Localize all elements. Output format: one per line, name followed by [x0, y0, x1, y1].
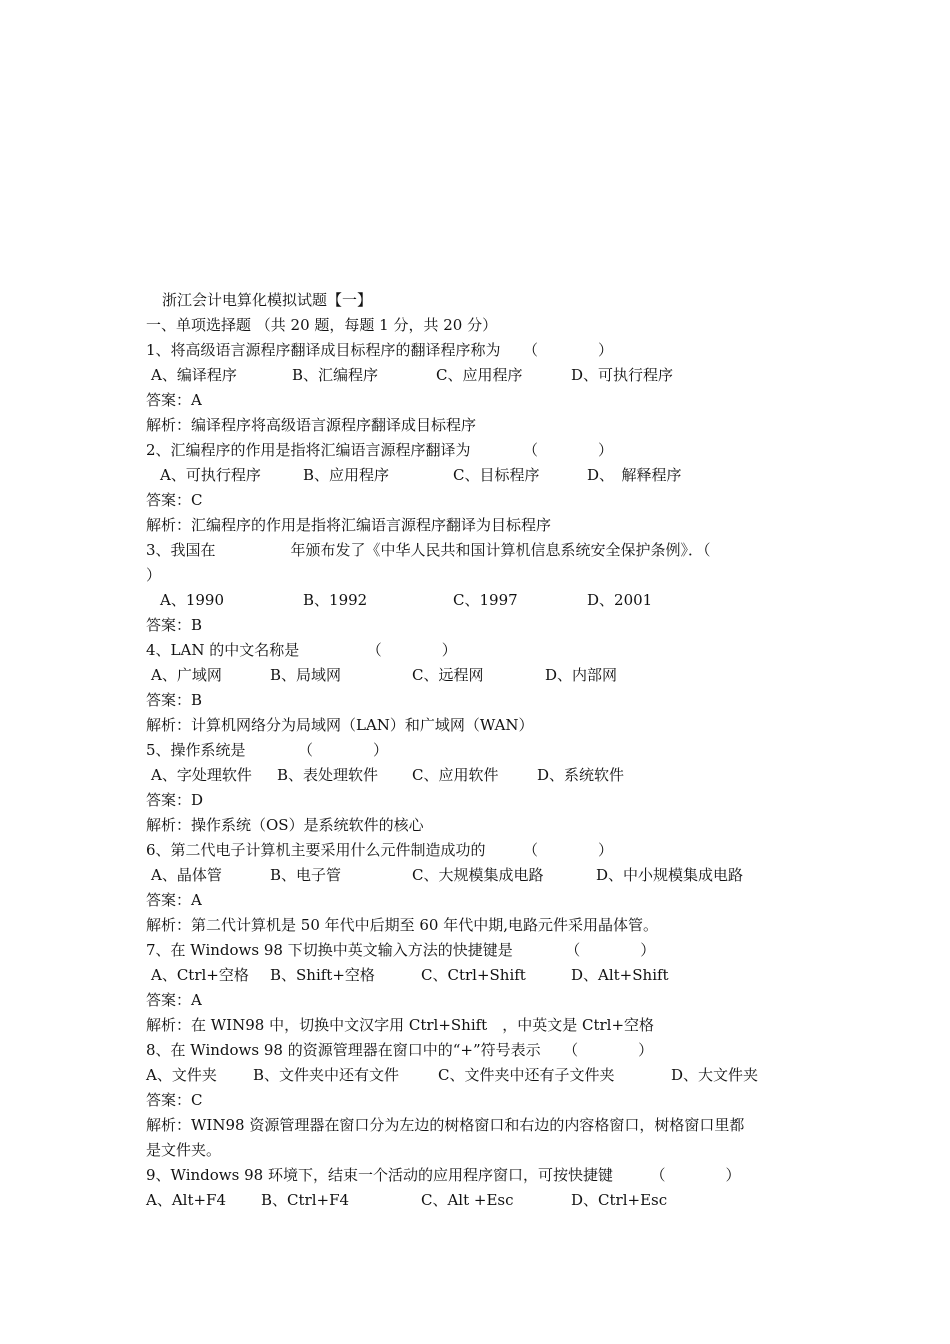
question-8-options — [0, 1065, 950, 1085]
explanation-2: 解析：汇编程序的作用是指将汇编语言源程序翻译为目标程序 — [146, 516, 552, 534]
question-4-options — [0, 665, 950, 685]
option-c: C、1997 — [453, 591, 518, 609]
question-5: 5、操作系统是 （ ） — [146, 741, 389, 759]
option-d: D、内部网 — [545, 666, 618, 684]
option-a: A、字处理软件 — [151, 766, 252, 784]
answer-6: 答案：A — [146, 891, 202, 909]
option-d: D、Ctrl+Esc — [571, 1191, 668, 1209]
option-d: D、系统软件 — [537, 766, 625, 784]
option-c: C、Alt +Esc — [421, 1191, 514, 1209]
question-3: 3、我国在 年颁布发了《中华人民共和国计算机信息系统安全保护条例》．（ — [146, 541, 711, 559]
option-c: C、Ctrl+Shift — [421, 966, 526, 984]
question-6: 6、第二代电子计算机主要采用什么元件制造成功的 （ ） — [146, 841, 614, 859]
option-d: D、中小规模集成电路 — [596, 866, 744, 884]
answer-2: 答案：C — [146, 491, 203, 509]
explanation-1: 解析：编译程序将高级语言源程序翻译成目标程序 — [146, 416, 477, 434]
question-2-options — [0, 465, 950, 485]
option-c: C、大规模集成电路 — [412, 866, 544, 884]
question-6-options — [0, 865, 950, 885]
option-c: C、文件夹中还有子文件夹 — [438, 1066, 615, 1084]
answer-4: 答案：B — [146, 691, 203, 709]
explanation-5: 解析：操作系统（OS）是系统软件的核心 — [146, 816, 424, 834]
option-c: C、应用程序 — [436, 366, 523, 384]
question-3-continued: ） — [146, 566, 162, 584]
question-2: 2、汇编程序的作用是指将汇编语言源程序翻译为 （ ） — [146, 441, 614, 459]
answer-5: 答案：D — [146, 791, 204, 809]
document-title: 浙江会计电算化模拟试题【一】 — [162, 291, 373, 309]
question-1-options — [0, 365, 950, 385]
option-d: D、Alt+Shift — [571, 966, 669, 984]
question-8: 8、在 Windows 98 的资源管理器在窗口中的“+”符号表示 （ ） — [146, 1041, 654, 1059]
explanation-4: 解析：计算机网络分为局域网（LAN）和广域网（WAN） — [146, 716, 534, 734]
question-7: 7、在 Windows 98 下切换中英文输入方法的快捷键是 （ ） — [146, 941, 656, 959]
explanation-7: 解析：在 WIN98 中，切换中文汉字用 Ctrl+Shift ，中英文是 Ctrl+空格 — [146, 1016, 655, 1034]
option-a: A、文件夹 — [146, 1066, 217, 1084]
section-heading: 一、单项选择题 （共 20 题，每题 1 分，共 20 分） — [146, 316, 498, 334]
option-d: D、2001 — [587, 591, 653, 609]
option-a: A、Ctrl+空格 — [151, 966, 249, 984]
option-b: B、应用程序 — [303, 466, 390, 484]
option-a: A、1990 — [160, 591, 225, 609]
option-a: A、晶体管 — [151, 866, 222, 884]
explanation-6: 解析：第二代计算机是 50 年代中后期至 60 年代中期,电路元件采用晶体管。 — [146, 916, 659, 934]
answer-3: 答案：B — [146, 616, 203, 634]
option-a: A、Alt+F4 — [146, 1191, 227, 1209]
explanation-8-continued: 是文件夹。 — [146, 1141, 222, 1159]
option-b: B、Ctrl+F4 — [261, 1191, 350, 1209]
option-b: B、汇编程序 — [292, 366, 379, 384]
answer-7: 答案：A — [146, 991, 202, 1009]
option-c: C、应用软件 — [412, 766, 499, 784]
question-1: 1、将高级语言源程序翻译成目标程序的翻译程序称为 （ ） — [146, 341, 614, 359]
question-9: 9、Windows 98 环境下，结束一个活动的应用程序窗口，可按快捷键 （ ） — [146, 1166, 741, 1184]
option-a: A、可执行程序 — [160, 466, 261, 484]
option-d: D、 解释程序 — [587, 466, 682, 484]
option-b: B、文件夹中还有文件 — [253, 1066, 400, 1084]
option-a: A、编译程序 — [151, 366, 237, 384]
answer-8: 答案：C — [146, 1091, 203, 1109]
question-3-options — [0, 590, 950, 610]
answer-1: 答案：A — [146, 391, 202, 409]
question-5-options — [0, 765, 950, 785]
option-b: B、局域网 — [270, 666, 342, 684]
question-7-options — [0, 965, 950, 985]
option-b: B、Shift+空格 — [270, 966, 375, 984]
option-c: C、远程网 — [412, 666, 484, 684]
option-a: A、广域网 — [151, 666, 222, 684]
option-b: B、电子管 — [270, 866, 342, 884]
question-4: 4、LAN 的中文名称是 （ ） — [146, 641, 457, 659]
explanation-8: 解析：WIN98 资源管理器在窗口分为左边的树格窗口和右边的内容格窗口，树格窗口里都 — [146, 1116, 745, 1134]
option-b: B、表处理软件 — [277, 766, 379, 784]
question-9-options — [0, 1190, 950, 1210]
option-b: B、1992 — [303, 591, 368, 609]
option-c: C、目标程序 — [453, 466, 540, 484]
option-d: D、可执行程序 — [571, 366, 674, 384]
option-d: D、大文件夹 — [671, 1066, 759, 1084]
